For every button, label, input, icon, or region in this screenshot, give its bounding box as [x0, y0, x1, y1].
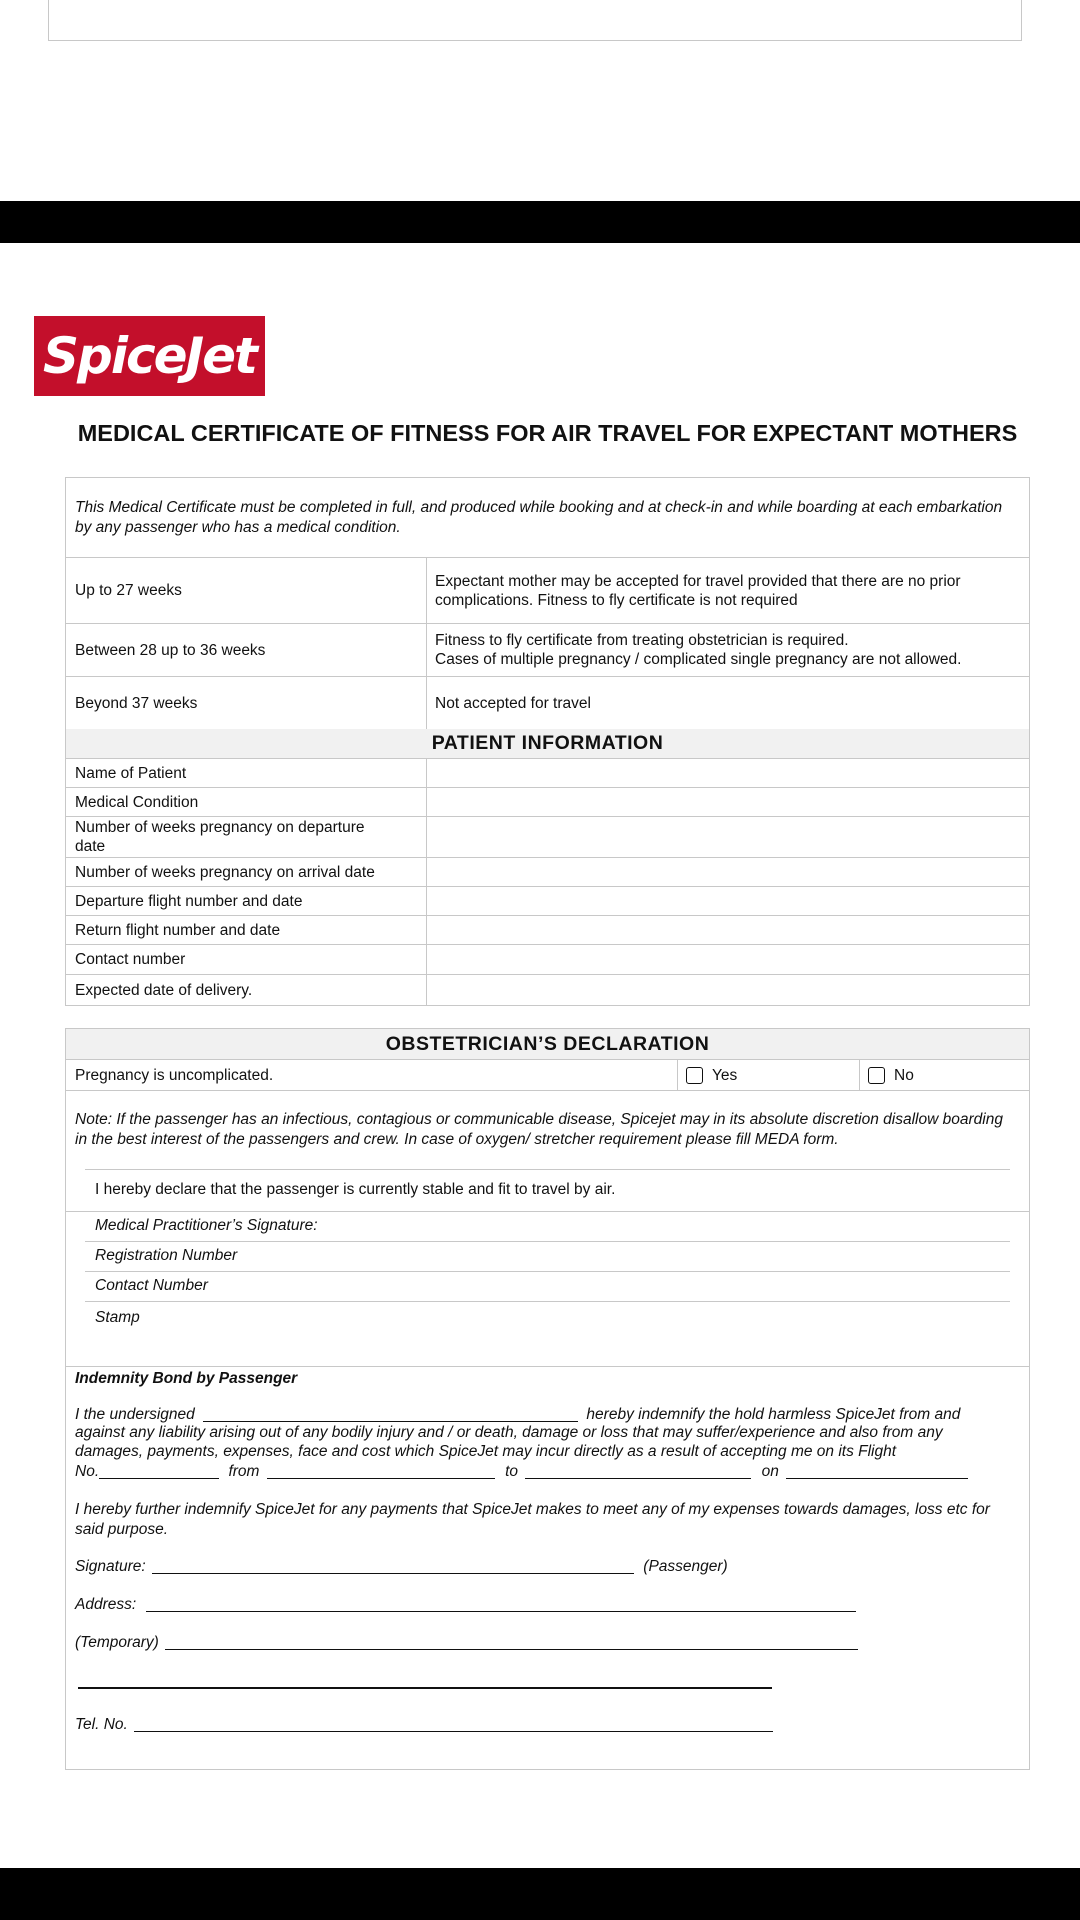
weeks-arrival-input[interactable] [426, 858, 1029, 886]
yes-option[interactable] [677, 1060, 859, 1090]
yes-checkbox[interactable] [686, 1067, 703, 1084]
from-label: from [228, 1463, 260, 1480]
address-row [75, 1595, 856, 1614]
delivery-date-input[interactable] [426, 975, 1029, 1005]
on-label: on [761, 1463, 779, 1480]
logo-text: SpiceJet [43, 327, 256, 385]
indemnity-line [75, 1462, 968, 1481]
no-checkbox[interactable] [868, 1067, 885, 1084]
patient-field-row [66, 857, 1029, 886]
field-label: Number of weeks pregnancy on departure date [75, 819, 365, 855]
to-label: to [505, 1463, 518, 1480]
signature-line[interactable] [85, 1241, 1010, 1242]
rule-period: Beyond 37 weeks [75, 694, 198, 712]
medical-condition-input[interactable] [426, 788, 1029, 816]
patient-field-row [66, 787, 1029, 816]
indemnity-text: damages, payments, expenses, face and cost which SpiceJet may incur directly as a result of accepting me on its Flight [75, 1443, 897, 1460]
field-label: Contact number [75, 951, 186, 968]
rule-period: Between 28 up to 36 weeks [75, 641, 266, 659]
rule-policy-line: Cases of multiple pregnancy / complicated single pregnancy are not allowed. [435, 651, 962, 668]
patient-field-row [66, 886, 1029, 915]
patient-field-row [66, 758, 1029, 787]
field-label: Departure flight number and date [75, 892, 303, 910]
undersigned-name-line[interactable] [203, 1405, 578, 1422]
temporary-address-row [75, 1633, 858, 1652]
indemnity-text: I the undersigned [75, 1406, 195, 1423]
address-line[interactable] [146, 1595, 856, 1612]
field-label: Medical Condition [75, 793, 199, 811]
patient-field-row [66, 944, 1029, 974]
temporary-address-line[interactable] [165, 1633, 858, 1650]
rule-policy-line: Fitness to fly certificate from treating obstetrician is required. [435, 632, 849, 649]
stamp-label: Stamp [95, 1309, 140, 1326]
name-of-patient-input[interactable] [426, 759, 1029, 787]
declaration-table [65, 1028, 1030, 1770]
disease-note: Note: If the passenger has an infectious, contagious or communicable disease, Spicejet may in its absolute discretion disallow boarding in the best interest of the passengers and crew. In case of oxygen/ stretcher requirement please fill MEDA form. [75, 1111, 1003, 1148]
field-label: Return flight number and date [75, 921, 281, 939]
top-frame [48, 0, 1022, 41]
indemnity-further-text: I hereby further indemnify SpiceJet for any payments that SpiceJet makes to meet any of my expenses towards damages, loss etc for said purpose. [75, 1501, 990, 1538]
address-extra-line[interactable] [78, 1687, 772, 1689]
indemnity-text: hereby indemnify the hold harmless SpiceJet from and [586, 1406, 961, 1423]
signature-label: Signature: [75, 1558, 146, 1575]
page-title: MEDICAL CERTIFICATE OF FITNESS FOR AIR TRAVEL FOR EXPECTANT MOTHERS [77, 420, 1018, 446]
intro-row [66, 478, 1029, 557]
contact-number-input[interactable] [426, 945, 1029, 974]
intro-text: This Medical Certificate must be completed in full, and produced while booking and at check-in and while boarding at each embarkation by any passenger who has a medical condition. [75, 499, 1003, 536]
indemnity-heading: Indemnity Bond by Passenger [75, 1370, 298, 1387]
rule-period: Up to 27 weeks [75, 582, 182, 599]
patient-field-row [66, 816, 1029, 857]
departure-flight-input[interactable] [426, 887, 1029, 915]
divider [66, 1090, 1029, 1091]
flight-number-line[interactable] [99, 1462, 219, 1479]
indemnity-text: against any liability arising out of any bodily injury and / or death, damage or loss that may suffer/experience and also from any [75, 1424, 943, 1441]
weeks-departure-input[interactable] [426, 817, 1029, 857]
contact-line[interactable] [85, 1301, 1010, 1302]
spicejet-logo [34, 316, 265, 396]
fitness-statement: I hereby declare that the passenger is currently stable and fit to travel by air. [95, 1181, 616, 1198]
uncomplicated-question: Pregnancy is uncomplicated. [75, 1066, 274, 1084]
practitioner-signature-label: Medical Practitioner’s Signature: [95, 1217, 318, 1234]
registration-number-label: Registration Number [95, 1247, 238, 1264]
on-date-line[interactable] [786, 1462, 968, 1479]
tel-line[interactable] [134, 1715, 773, 1732]
patient-info-heading: PATIENT INFORMATION [66, 729, 1029, 758]
rule-row [66, 623, 1029, 676]
rule-policy: Expectant mother may be accepted for travel provided that there are no prior complications. Fitness to fly certificate is not required [426, 558, 1029, 623]
rule-policy [426, 624, 1029, 676]
field-label: Expected date of delivery. [75, 981, 253, 999]
rule-policy: Not accepted for travel [426, 677, 1029, 729]
uncomplicated-row [66, 1059, 1029, 1090]
no-label: No [894, 1066, 914, 1084]
temporary-label: (Temporary) [75, 1634, 159, 1651]
to-line[interactable] [525, 1462, 751, 1479]
declaration-heading: OBSTETRICIAN’S DECLARATION [66, 1029, 1029, 1059]
patient-field-row [66, 974, 1029, 1005]
patient-field-row [66, 915, 1029, 944]
indemnity-line [75, 1405, 960, 1424]
registration-line[interactable] [85, 1271, 1010, 1272]
field-label: Name of Patient [75, 764, 187, 782]
rule-row [66, 676, 1029, 729]
tel-row [75, 1715, 773, 1734]
tel-label: Tel. No. [75, 1716, 128, 1733]
from-line[interactable] [267, 1462, 495, 1479]
rule-row [66, 557, 1029, 623]
flight-no-label: No. [75, 1463, 100, 1480]
passenger-signature-row [75, 1557, 728, 1576]
no-option[interactable] [859, 1060, 1029, 1090]
passenger-signature-line[interactable] [152, 1557, 634, 1574]
field-label: Number of weeks pregnancy on arrival date [75, 863, 375, 881]
yes-label: Yes [712, 1066, 738, 1084]
address-label: Address: [75, 1596, 137, 1613]
certificate-table [65, 477, 1030, 1006]
divider [66, 1366, 1029, 1367]
divider [85, 1169, 1010, 1170]
return-flight-input[interactable] [426, 916, 1029, 944]
divider [66, 1211, 1029, 1212]
contact-number-label: Contact Number [95, 1277, 208, 1294]
page-footer-band [0, 1868, 1080, 1920]
page-divider-band [0, 201, 1080, 243]
passenger-label: (Passenger) [643, 1558, 728, 1575]
